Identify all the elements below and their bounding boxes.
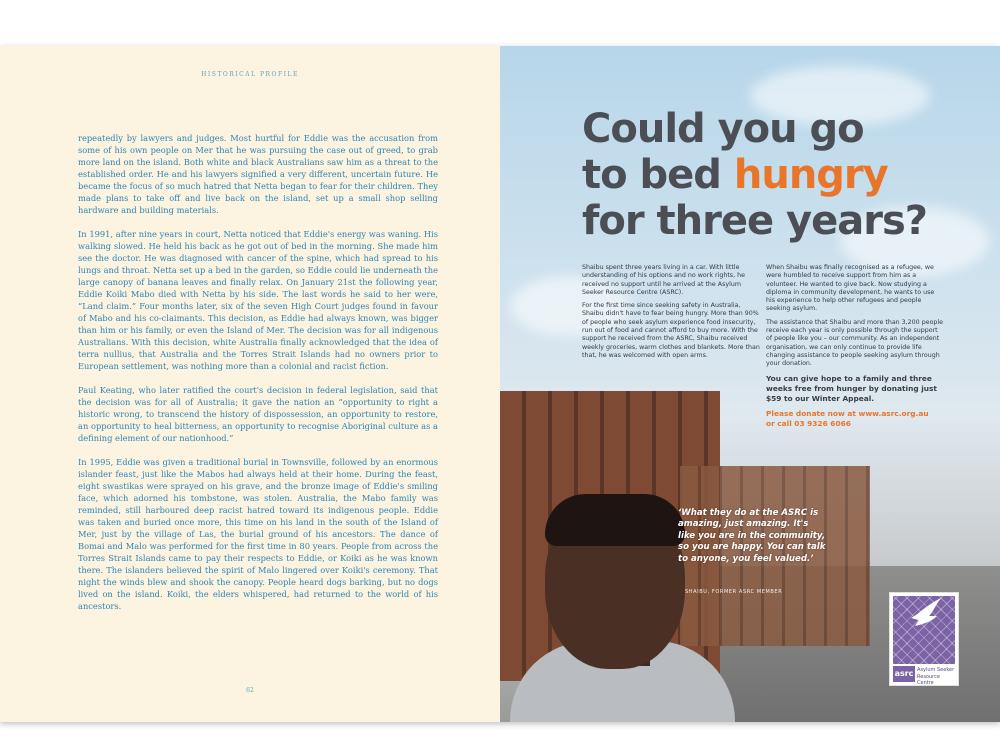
ad-column-right	[766, 264, 944, 434]
running-head: HISTORICAL PROFILE	[201, 71, 299, 78]
article-paragraph-4: In 1995, Eddie was given a traditional burial in Townsville, followed by an enormous islander feast, just like the Mabos had always held at their home. During the feast, eight swastikas were sprayed on his grave, and the bronze image of Eddie's smiling face, which adorned his tombstone, was stolen. Australia, the Mabo family was reminded, still harboured deep racist hatred toward its indigenous people. Eddie was taken and buried once more, this time on his land in the south of the Island of Mer, just by the village of Las, the burial ground of his ancestors. The dance of Bomai and Malo was performed for the first time in 80 years. People from across the Torres Strait Islands came to pay their respects to Eddie, or Koiki as he was known there. The islanders believed the spirit of Malo lingered over Koiki's ceremony. That night the winds blew and shook the canopy. People heard dogs barking, but no dogs lived on the island. Koiki, the elders whispered, had returned to the world of his ancestors.	[78, 457, 438, 611]
donate-phone: or call 03 9326 6066	[766, 418, 851, 428]
logo-wordmark: asrc	[893, 666, 915, 682]
headline-line-2-prefix: to bed	[582, 152, 734, 198]
ad-column-left	[582, 264, 760, 365]
headline-line-2	[582, 152, 982, 198]
logo-subtitle-line-2: Resource Centre	[917, 673, 940, 686]
donate-website: Please donate now at www.asrc.org.au	[766, 408, 929, 418]
headline-line-3: for three years?	[582, 198, 927, 244]
headline-line-1: Could you go	[582, 106, 864, 152]
right-page-advertisement	[500, 46, 1000, 722]
testimonial-quote: ‘What they do at the ASRC is amazing, just amazing. It's like you are in the community, so you are happy. You can talk to anyone, you feel valued.’	[678, 508, 826, 564]
headline-accent-word: hungry	[733, 152, 888, 198]
person-hair	[545, 494, 685, 546]
magazine-spread	[0, 46, 1000, 722]
article-paragraph-2: In 1991, after nine years in court, Netta noticed that Eddie's energy was waning. His walking slowed. He held his back as he got out of bed in the morning. She made him see the doctor. He was diagnosed with cancer of the spine, which had spread to his lungs and throat. Netta set up a bed in the garden, so Eddie could lie underneath the large canopy of banana leaves and finally relax. On January 21st the following year, Eddie Koiki Mabo died with Netta by his side. The last words he said to her were, “Land claim.” Four months later, six of the seven High Court judges found in favour of Mabo and his co-claimants. This decision, as Eddie had always known, was bigger than him or his family, or even the Island of Mer. The decision was for all indigenous Australians. With this decision, white Australia finally acknowledged that the idea of terra nullius, that Australia and the Torres Strait Islands had no owners prior to European settlement, was nothing more than a colonial and racist fiction.	[78, 229, 438, 371]
logo-mark	[893, 596, 955, 664]
ad-paragraph: The assistance that Shaibu and more than 3,200 people receive each year is only possible through the support of people like you – our community. As an independent organisation, we can only continue to provide life changing assistance to people seeking asylum through your donation.	[766, 318, 944, 368]
dove-icon	[907, 596, 947, 632]
asrc-logo	[889, 592, 959, 686]
page-number: 62	[246, 687, 254, 694]
left-page	[0, 46, 500, 722]
ad-paragraph: For the first time since seeking safety in Australia, Shaibu didn't have to fear being hungry. More than 90% of people who seek asylum experience food insecurity, run out of food and cannot afford to buy more. With the support he received from the ASRC, Shaibu received weekly groceries, warm clothes and blankets. More than that, he was welcomed with open arms.	[582, 302, 760, 359]
logo-subtitle-line-1: Asylum Seeker	[917, 667, 955, 673]
ad-paragraph: Shaibu spent three years living in a car. With little understanding of his options and no work rights, he received no support until he arrived at the Asylum Seeker Resource Centre (ASRC).	[582, 264, 745, 296]
article-paragraph-3: Paul Keating, who later ratified the court's decision in federal legislation, said that the decision was for all of Australia; it gave the nation an “opportunity to right a historic wrong, to transcend the history of dispossession, an opportunity to restore, an opportunity to heal bitterness, an opportunity to recognise Aboriginal culture as a defining element of our nationhood.”	[78, 385, 438, 443]
article-body	[78, 132, 438, 624]
logo-subtitle	[917, 667, 957, 687]
quote-attribution: SHAIBU, FORMER ASRC MEMBER	[685, 589, 783, 595]
donate-info	[766, 409, 944, 429]
ad-paragraph: When Shaibu was finally recognised as a refugee, we were humbled to receive support from him as a volunteer. He wanted to give back. Now studying a diploma in community development, he wants to use his experience to help other refugees and people seeking asylum.	[766, 264, 935, 313]
article-paragraph-1: repeatedly by lawyers and judges. Most hurtful for Eddie was the accusation from some of his own people on Mer that he was pursuing the case out of greed, to grab more land on the island. Both white and black Australians saw him as a threat to the established order. He and his lawyers signified a very different, uncertain future. He became the focus of so much hatred that Netta began to fear for their children. They made plans to take off and live back on the island, set up a small shop selling hardware and building materials.	[78, 133, 438, 215]
call-to-action: You can give hope to a family and three weeks free from hunger by donating just $59 to our Winter Appeal.	[766, 373, 937, 403]
ad-headline	[582, 106, 982, 244]
